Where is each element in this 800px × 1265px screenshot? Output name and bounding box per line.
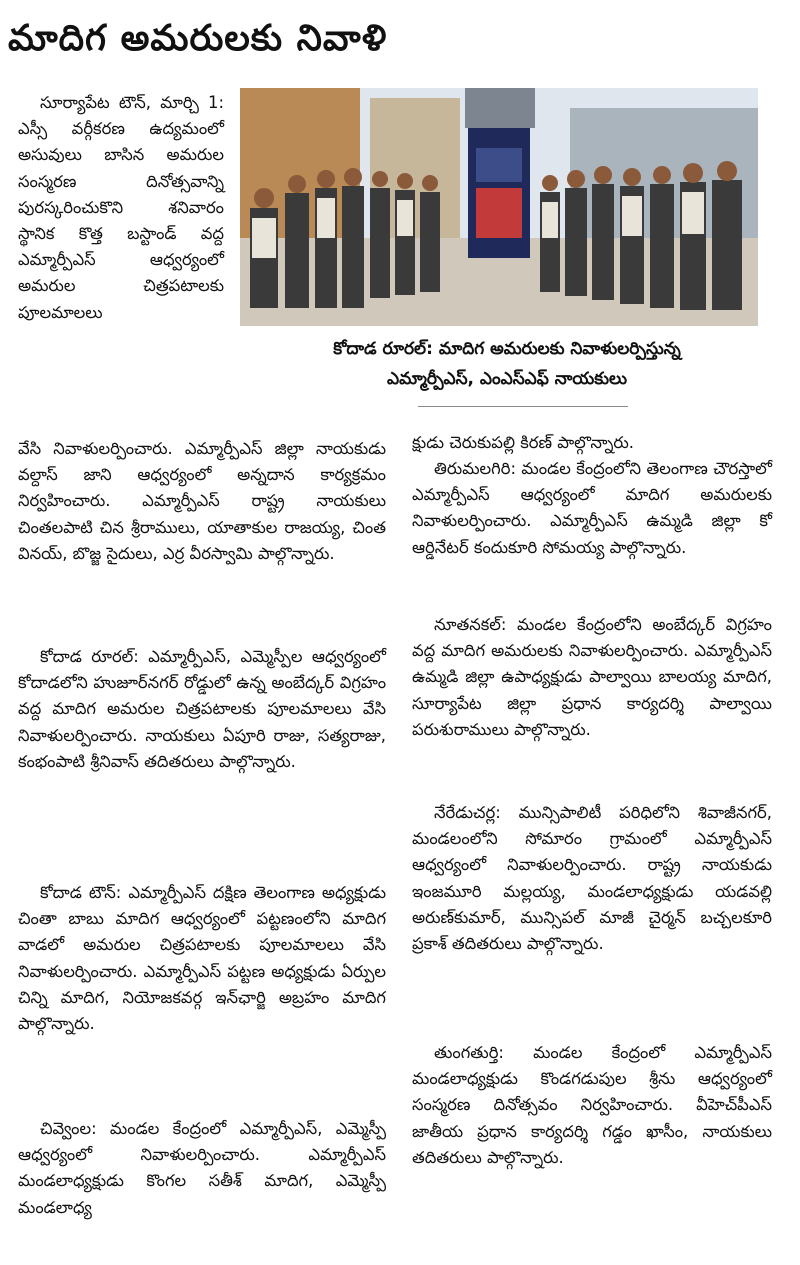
article-paragraph: కోదాడ టౌన్‌: ఎమ్మార్పీఎస్‌ దక్షిణ తెలంగాణ అధ్యక్షుడు చింతా బాబు మాదిగ ఆధ్వర్యంలో పట్టణంలోని మాదిగ వాడలో అమరుల చిత్రపటాలకు పూలమాలలు వేసి నివాళులర్పించారు. ఎమ్మార్పీఎస్‌ పట్టణ అధ్యక్షుడు ఏర్పుల చిన్ని మాదిగ, నియోజకవర్గ ఇన్‌ఛార్జి అబ్రహం మాదిగ పాల్గొన్నారు. xyxy=(18,883,386,1034)
photo-illustration xyxy=(240,88,758,326)
article-paragraph: తుంగతుర్తి: మండల కేంద్రంలో ఎమ్మార్పీఎస్‌ మండలాధ్యక్షుడు కొండగడుపుల శ్రీను ఆధ్వర్యంలో సంస్మరణ దినోత్సవం నిర్వహించారు. వీహెచ్‌పీఎస్‌ జాతీయ ప్రధాన కార్యదర్శి గడ్డం ఖాసీం, నాయకులు తదితరులు పాల్గొన్నారు. xyxy=(412,1043,772,1167)
photo-caption xyxy=(262,334,752,394)
news-photo xyxy=(240,88,758,326)
article-paragraph: నూతనకల్‌: మండల కేంద్రంలోని అంబేద్కర్‌ విగ్రహం వద్ద మాదిగ అమరులకు నివాళులర్పించారు. ఎమ్మార్పీఎస్‌ ఉమ్మడి జిల్లా ఉపాధ్యక్షుడు పాల్వాయి బాలయ్య మాదిగ, సూర్యాపేట జిల్లా ప్రధాన కార్యదర్శి పాల్వాయి పరుశురాములు పాల్గొన్నారు. xyxy=(412,615,772,739)
article-paragraph: చివ్వెంల: మండల కేంద్రంలో ఎమ్మార్పీఎస్‌, ఎమ్మెస్పీ ఆధ్వర్యంలో నివాళులర్పించారు. ఎమ్మార్పీఎస్‌ మండలాధ్యక్షుడు కొంగల సతీశ్‌ మాదిగ, ఎమ్మెస్పీ మండలాధ్య xyxy=(18,1119,386,1217)
article-intro: సూర్యాపేట టౌన్‌, మార్చి 1: ఎస్సీ వర్గీకరణ ఉద్యమంలో అసువులు బాసిన అమరుల సంస్మరణ దినోత్సవాన్ని పురస్కరించుకొని శనివారం స్థానిక కొత్త బస్టాండ్‌ వద్ద ఎమ్మార్పీఎస్‌ ఆధ్వర్యంలో అమరుల చిత్రపటాలకు పూలమాలలు xyxy=(18,93,224,322)
article-paragraph: నేరేడుచర్ల: మున్సిపాలిటీ పరిధిలోని శివాజీనగర్‌, మండలంలోని సోమారం గ్రామంలో ఎమ్మార్పీఎస్‌ ఆధ్వర్యంలో నివాళులర్పించారు. రాష్ట్ర నాయకుడు ఇంజమూరి మల్లయ్య, మండలాధ్యక్షుడు యడవల్లి అరుణ్‌కుమార్‌, మున్సిపల్‌ మాజీ చైర్మన్‌ బచ్చలకూరి ప్రకాశ్‌ తదితరులు పాల్గొన్నారు. xyxy=(412,803,772,954)
caption-divider xyxy=(418,406,628,407)
article-paragraph: వేసి నివాళులర్పించారు. ఎమ్మార్పీఎస్‌ జిల్లా నాయకుడు వల్దాస్‌ జాని ఆధ్వర్యంలో అన్నదాన కార్యక్రమం నిర్వహించారు. ఎమ్మార్పీఎస్‌ రాష్ట్ర నాయకులు చింతలపాటి చిన శ్రీరాములు, యాతాకుల రాజయ్య, చింత వినయ్‌, బొజ్జ సైదులు, ఎర్ర వీరస్వామి పాల్గొన్నారు. xyxy=(18,439,386,563)
article-paragraph: తిరుమలగిరి: మండల కేంద్రంలోని తెలంగాణ చౌరస్తాలో ఎమ్మార్పీఎస్‌ ఆధ్వర్యంలో మాదిగ అమరులకు నివాళులర్పించారు. ఎమ్మార్పీఎస్‌ ఉమ్మడి జిల్లా కో ఆర్డినేటర్‌ కందుకూరి సోమయ్య పాల్గొన్నారు. xyxy=(412,459,772,557)
article-paragraph: క్షుడు చెరుకుపల్లి కిరణ్‌ పాల్గొన్నారు. xyxy=(412,433,634,452)
caption-line-1: కోదాడ రూరల్‌: మాదిగ అమరులకు నివాళులర్పిస్తున్న xyxy=(333,339,681,359)
headline: మాదిగ అమరులకు నివాళి xyxy=(8,18,388,59)
caption-line-2: ఎమ్మార్పీఎస్‌, ఎంఎస్‌ఎఫ్‌ నాయకులు xyxy=(387,369,627,389)
article-paragraph: కోదాడ రూరల్‌: ఎమ్మార్పీఎస్‌, ఎమ్మెస్పీల ఆధ్వర్యంలో కోదాడలోని హుజూర్‌నగర్‌ రోడ్డులో ఉన్న అంబేద్కర్‌ విగ్రహం వద్ద మాదిగ అమరుల చిత్రపటాలకు పూలమాలలు వేసి నివాళులర్పించారు. నాయకులు ఏపూరి రాజు, సత్యరాజు, కంభంపాటి శ్రీనివాస్‌ తదితరులు పాల్గొన్నారు. xyxy=(18,647,386,771)
